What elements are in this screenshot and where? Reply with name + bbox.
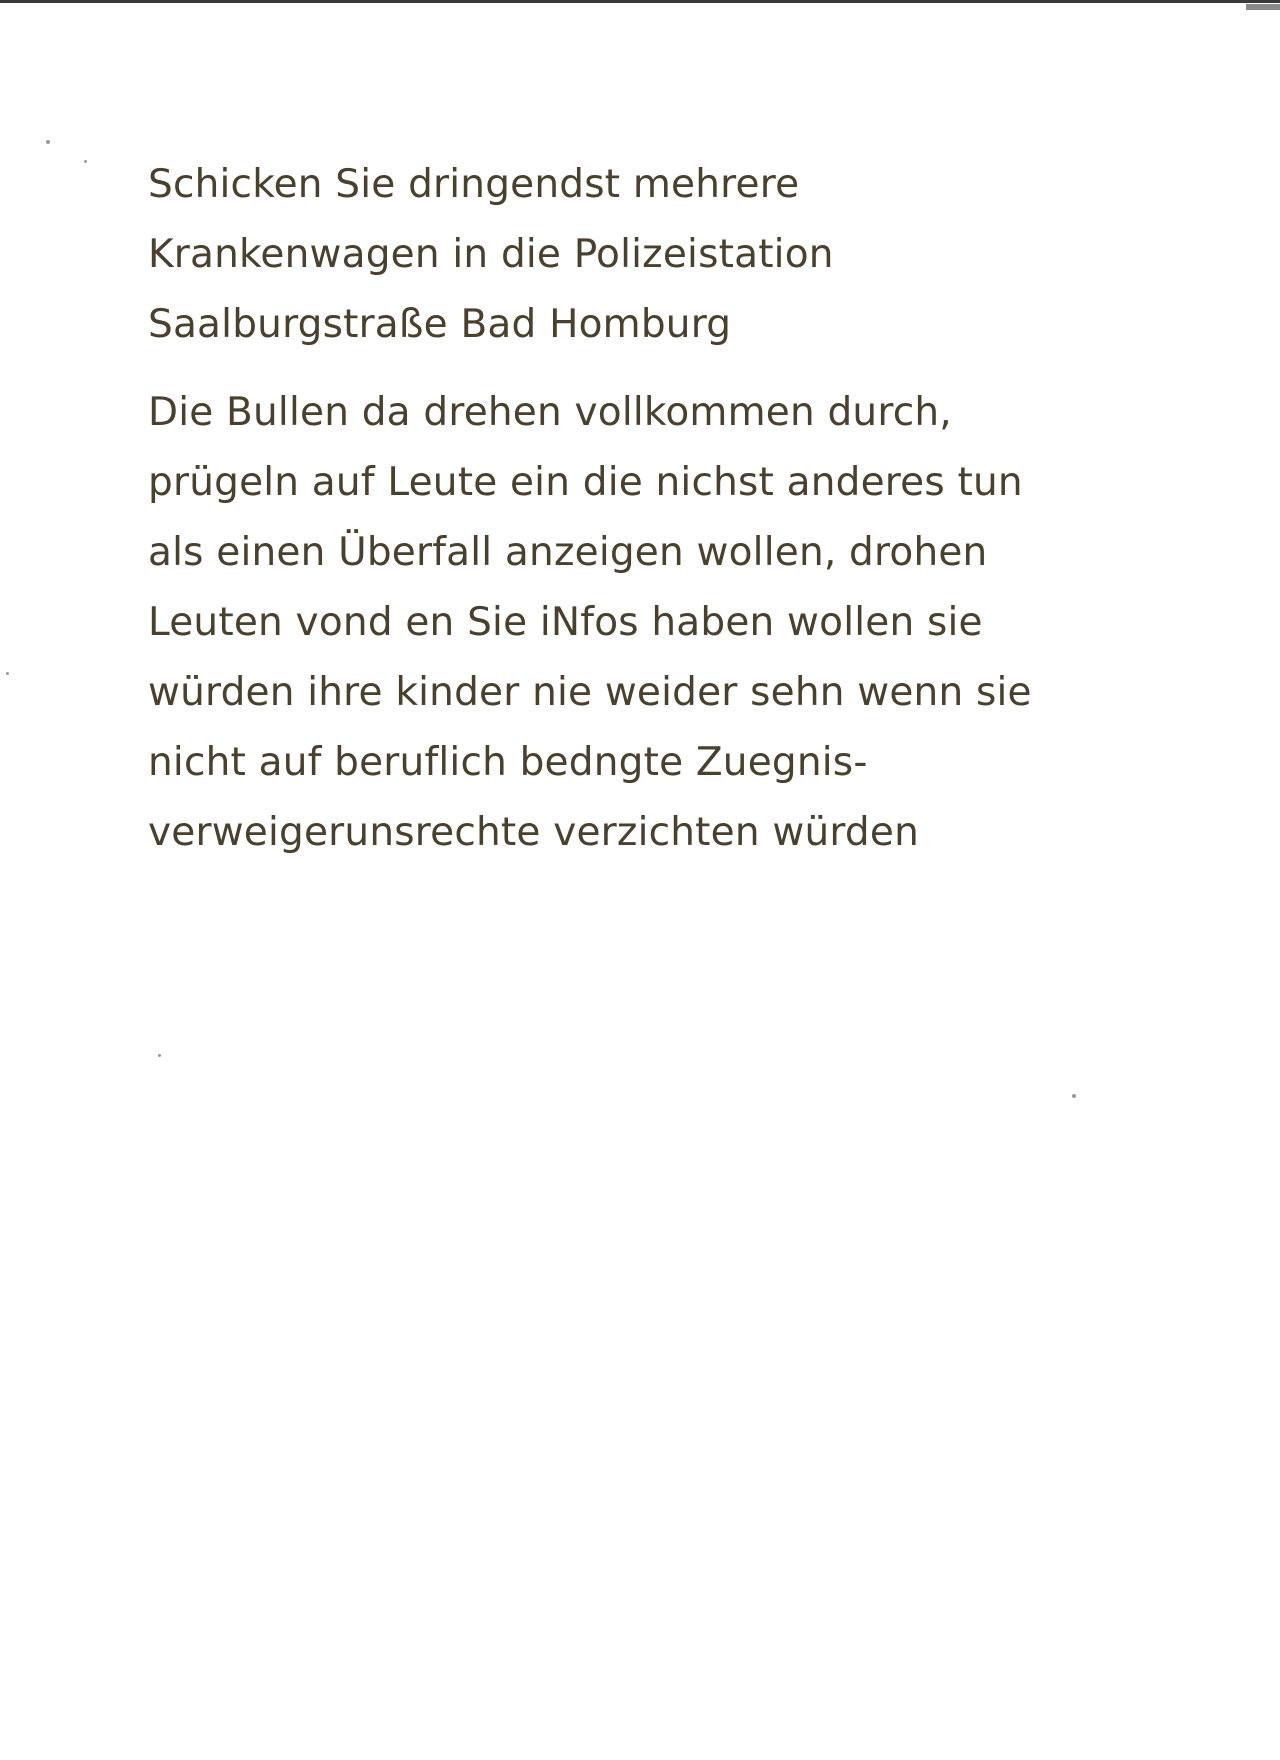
- text-line: als einen Überfall anzeigen wollen, drohen: [148, 530, 988, 575]
- paragraph-request: [148, 150, 1148, 360]
- text-line: prügeln auf Leute ein die nichst anderes tun: [148, 460, 1023, 505]
- scan-speck: [84, 160, 87, 163]
- text-line: Saalburgstraße Bad Homburg: [148, 302, 732, 347]
- text-line: Schicken Sie dringendst mehrere: [148, 162, 800, 207]
- scan-speck: [158, 1054, 161, 1057]
- text-line: verweigerunsrechte verzichten würden: [148, 810, 919, 855]
- message-text: [148, 150, 1148, 868]
- paragraph-report: [148, 378, 1148, 868]
- text-line: Krankenwagen in die Polizeistation: [148, 232, 834, 277]
- scan-edge-line: [0, 0, 1280, 3]
- scan-speck: [46, 140, 50, 144]
- text-line: Leuten vond en Sie iNfos haben wollen sie: [148, 600, 983, 645]
- text-line: Die Bullen da drehen vollkommen durch,: [148, 390, 952, 435]
- scan-corner-mark: [1246, 4, 1280, 10]
- scan-speck: [6, 672, 9, 675]
- text-line: nicht auf beruflich bedngte Zuegnis-: [148, 740, 868, 785]
- text-line: würden ihre kinder nie weider sehn wenn sie: [148, 670, 1032, 715]
- scan-speck: [1072, 1094, 1076, 1098]
